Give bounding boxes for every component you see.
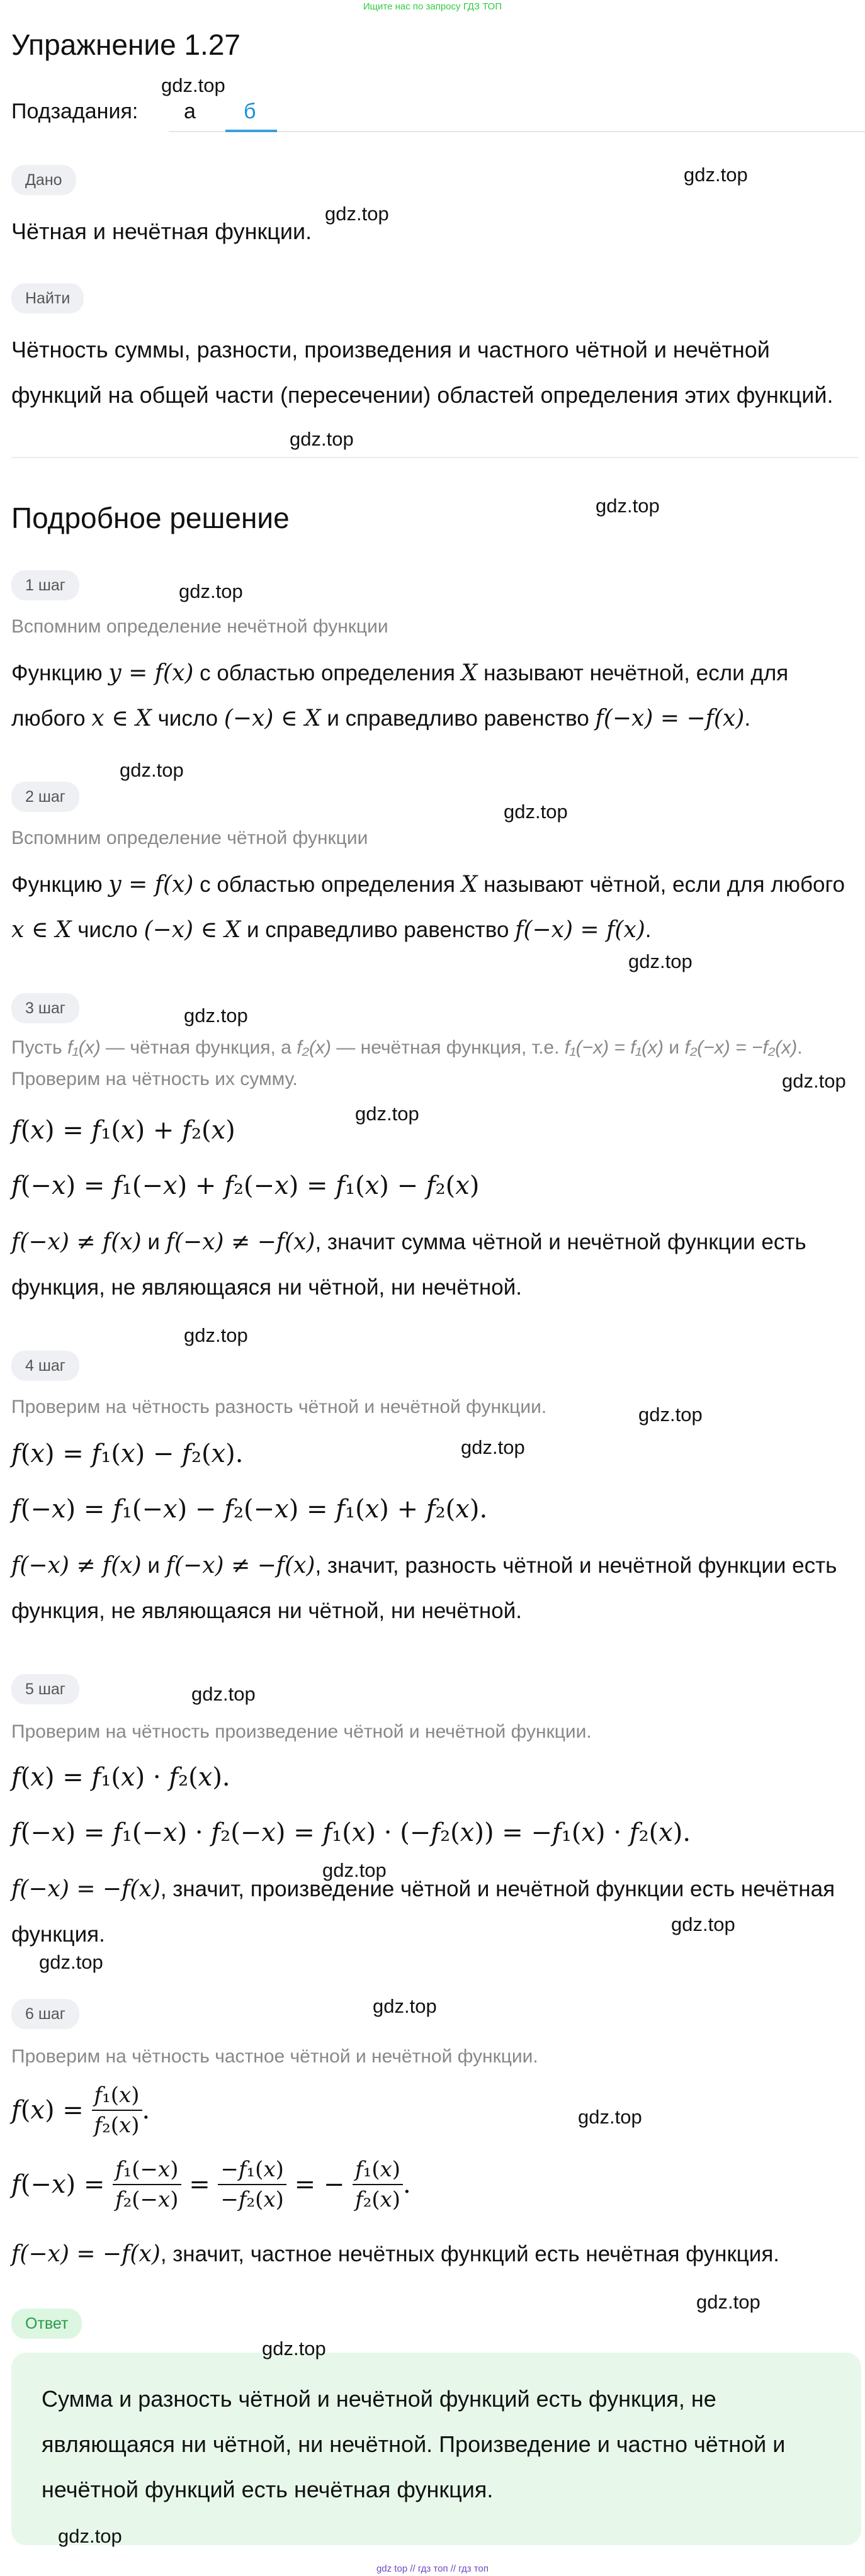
step-description: Проверим на чётность произведение чётной и нечётной функции. xyxy=(11,1721,592,1742)
step-description: Пусть f₁(x) — чётная функция, а f₂(x) — нечётная функция, т.е. f₁(−x) = f₁(x) и f₂(−x) = −f₂(x). Проверим на чётность их сумму. xyxy=(11,1037,803,1089)
find-text: Чётность суммы, разности, произведения и частного чётной и нечётной функций на общей части (пересечении) областей определения этих функций. xyxy=(11,337,834,408)
watermark: gdz.top xyxy=(671,1913,735,1935)
watermark: gdz.top xyxy=(161,74,225,96)
step-description: Проверим на чётность частное чётной и нечётной функции. xyxy=(11,2046,538,2067)
watermark: gdz.top xyxy=(696,2291,760,2313)
step-badge: 1 шаг xyxy=(11,570,79,600)
page-title: Упражнение 1.27 xyxy=(11,28,240,61)
watermark: gdz.top xyxy=(578,2106,642,2128)
answer-badge: Ответ xyxy=(11,2309,82,2339)
section-divider xyxy=(11,457,858,458)
formula: f(x) = f₁(x) · f₂(x). xyxy=(11,1763,230,1792)
watermark: gdz.top xyxy=(322,1859,387,1881)
solution-heading: Подробное решение xyxy=(11,502,290,534)
watermark: gdz.top xyxy=(684,164,748,186)
step-body: Функцию y = f(x) с областью определения X называют чётной, если для любого x ∈ X число (−x) ∈ X и справедливо равенство f(−x) = f(x). xyxy=(11,872,845,943)
formula: f(−x) = f₁(−x) · f₂(−x) = f₁(x) · (−f₂(x)) = −f₁(x) · f₂(x). xyxy=(11,1818,691,1847)
formula: f(−x) = f₁(−x) + f₂(−x) = f₁(x) − f₂(x) xyxy=(11,1171,480,1200)
watermark: gdz.top xyxy=(262,2337,326,2359)
formula: f(x) = f₁(x) − f₂(x). xyxy=(11,1439,244,1468)
step-conclusion: f(−x) ≠ f(x) и f(−x) ≠ −f(x), значит, разность чётной и нечётной функции есть функция, не являющаяся ни чётной, ни нечётной. xyxy=(11,1553,837,1623)
active-tab-indicator xyxy=(225,130,277,132)
footer-links[interactable]: gdz top // гдз топ // гдз топ xyxy=(376,2563,489,2574)
watermark: gdz.top xyxy=(191,1683,256,1705)
watermark: gdz.top xyxy=(184,1004,248,1026)
watermark: gdz.top xyxy=(782,1070,846,1092)
step-description: Проверим на чётность разность чётной и нечётной функции. xyxy=(11,1397,547,1417)
watermark: gdz.top xyxy=(325,203,389,225)
step-badge: 3 шаг xyxy=(11,993,79,1023)
given-badge: Дано xyxy=(11,165,76,195)
step-description: Вспомним определение нечётной функции xyxy=(11,616,388,637)
formula: f(x) = $\frac{\text{f₁(x)}}{\text{f₂(x)}}$ . xyxy=(11,2081,150,2140)
step-badge: 4 шаг xyxy=(11,1351,79,1381)
step-badge: 5 шаг xyxy=(11,1674,79,1704)
subtasks-label: Подзадания: xyxy=(11,99,139,123)
watermark: gdz.top xyxy=(373,1995,437,2017)
step-badge: 6 шаг xyxy=(11,1999,79,2029)
formula: f(−x) = f₁(−x) − f₂(−x) = f₁(x) + f₂(x). xyxy=(11,1495,488,1524)
find-badge: Найти xyxy=(11,283,84,313)
search-hint-banner: Ищите нас по запросу ГДЗ ТОП xyxy=(363,1,502,12)
subtask-tab-a[interactable]: а xyxy=(184,99,196,123)
answer-text: Сумма и разность чётной и нечётной функций есть функция, не являющаяся ни чётной, ни нечётной. Произведение и частно чётной и нечётной функций есть нечётная функция. xyxy=(42,2386,786,2502)
formula: f(−x) = $\frac{\text{f₁(−x)}}{\text{f₂(−x)}}$ = $\frac{\text{−f₁(x)}}{\text{−f₂(x)}}$ = − $\frac{\text{f₁(x)}}{\text{f₂(x)}}$ . xyxy=(11,2155,411,2214)
watermark: gdz.top xyxy=(504,801,568,823)
watermark: gdz.top xyxy=(39,1951,103,1973)
step-conclusion: f(−x) = −f(x), значит, частное нечётных функций есть нечётная функция. xyxy=(11,2241,780,2267)
watermark: gdz.top xyxy=(596,495,660,517)
watermark: gdz.top xyxy=(179,580,243,602)
subtask-tab-b[interactable]: б xyxy=(244,99,256,123)
watermark: gdz.top xyxy=(290,428,354,450)
formula: f(x) = f₁(x) + f₂(x) xyxy=(11,1116,235,1145)
step-conclusion: f(−x) = −f(x), значит, произведение чётной и нечётной функции есть нечётная функция. xyxy=(11,1876,835,1947)
step-description: Вспомним определение чётной функции xyxy=(11,828,368,848)
watermark: gdz.top xyxy=(120,759,184,781)
given-text: Чётная и нечётная функции. xyxy=(11,218,312,244)
watermark: gdz.top xyxy=(58,2525,122,2547)
watermark: gdz.top xyxy=(628,950,693,972)
step-body: Функцию y = f(x) с областью определения X называют нечётной, если для любого x ∈ X число (−x) ∈ X и справедливо равенство f(−x) = −f(x). xyxy=(11,660,789,731)
watermark: gdz.top xyxy=(461,1436,525,1458)
step-conclusion: f(−x) ≠ f(x) и f(−x) ≠ −f(x), значит сумма чётной и нечётной функции есть функция, не являющаяся ни чётной, ни нечётной. xyxy=(11,1229,806,1300)
watermark: gdz.top xyxy=(355,1103,419,1125)
step-badge: 2 шаг xyxy=(11,782,79,812)
watermark: gdz.top xyxy=(638,1403,703,1426)
watermark: gdz.top xyxy=(184,1324,248,1346)
